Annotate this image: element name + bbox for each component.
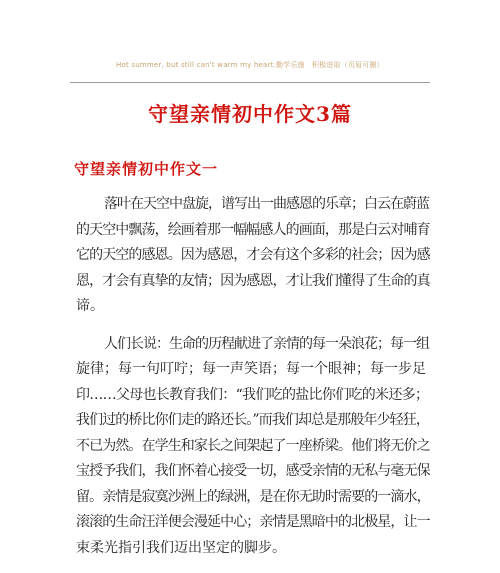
text-line: 恩，才会有真挚的友情；因为感恩，才让我们懂得了生命的真 xyxy=(76,272,430,289)
text-line: 旋律；每一句叮咛；每一声笑语；每一个眼神；每一步足 xyxy=(76,361,426,377)
page-header: Hot summer, but still can't warm my heart.勤学乐施 积极进取（页眉可删） xyxy=(116,61,384,69)
document-title: 守望亲情初中作文3篇 xyxy=(148,102,352,126)
text-line: 人们长说：生命的历程献进了亲情的每一朵浪花；每一组 xyxy=(104,335,429,352)
section-title: 守望亲情初中作文一 xyxy=(74,160,219,178)
text-line: 滚滚的生命汪洋便会漫延中心；亲情是黑暗中的北极星，让一 xyxy=(76,514,430,530)
text-line: 落叶在天空中盘旋，谱写出一曲感恩的乐章；白云在蔚蓝 xyxy=(104,196,429,212)
text-line: 我们过的桥比你们走的路还长。”而我们却总是那般年少轻狂， xyxy=(76,412,429,428)
text-line: 印……父母也长教育我们：“我们吃的盐比你们吃的米还多； xyxy=(76,386,429,403)
text-line: 束柔光指引我们迈出坚定的脚步。 xyxy=(76,539,286,556)
paragraph xyxy=(76,192,430,320)
text-line: 不已为然。在学生和家长之间架起了一座桥梁。他们将无价之 xyxy=(76,437,430,454)
article-body xyxy=(76,192,430,573)
text-line: 它的天空的感恩。因为感恩，才会有这个多彩的社会；因为感 xyxy=(76,247,430,263)
text-line: 留。亲情是寂寞沙洲上的绿洲，是在你无助时需要的一滴水， xyxy=(76,488,430,505)
text-line: 谛。 xyxy=(76,298,104,314)
header-divider xyxy=(70,82,430,83)
text-line: 的天空中飘荡，绘画着那一幅幅感人的画面，那是白云对哺育 xyxy=(76,221,430,238)
text-line: 宝授予我们，我们怀着心接受一切，感受亲情的无私与毫无保 xyxy=(76,463,430,479)
paragraph xyxy=(76,332,430,562)
